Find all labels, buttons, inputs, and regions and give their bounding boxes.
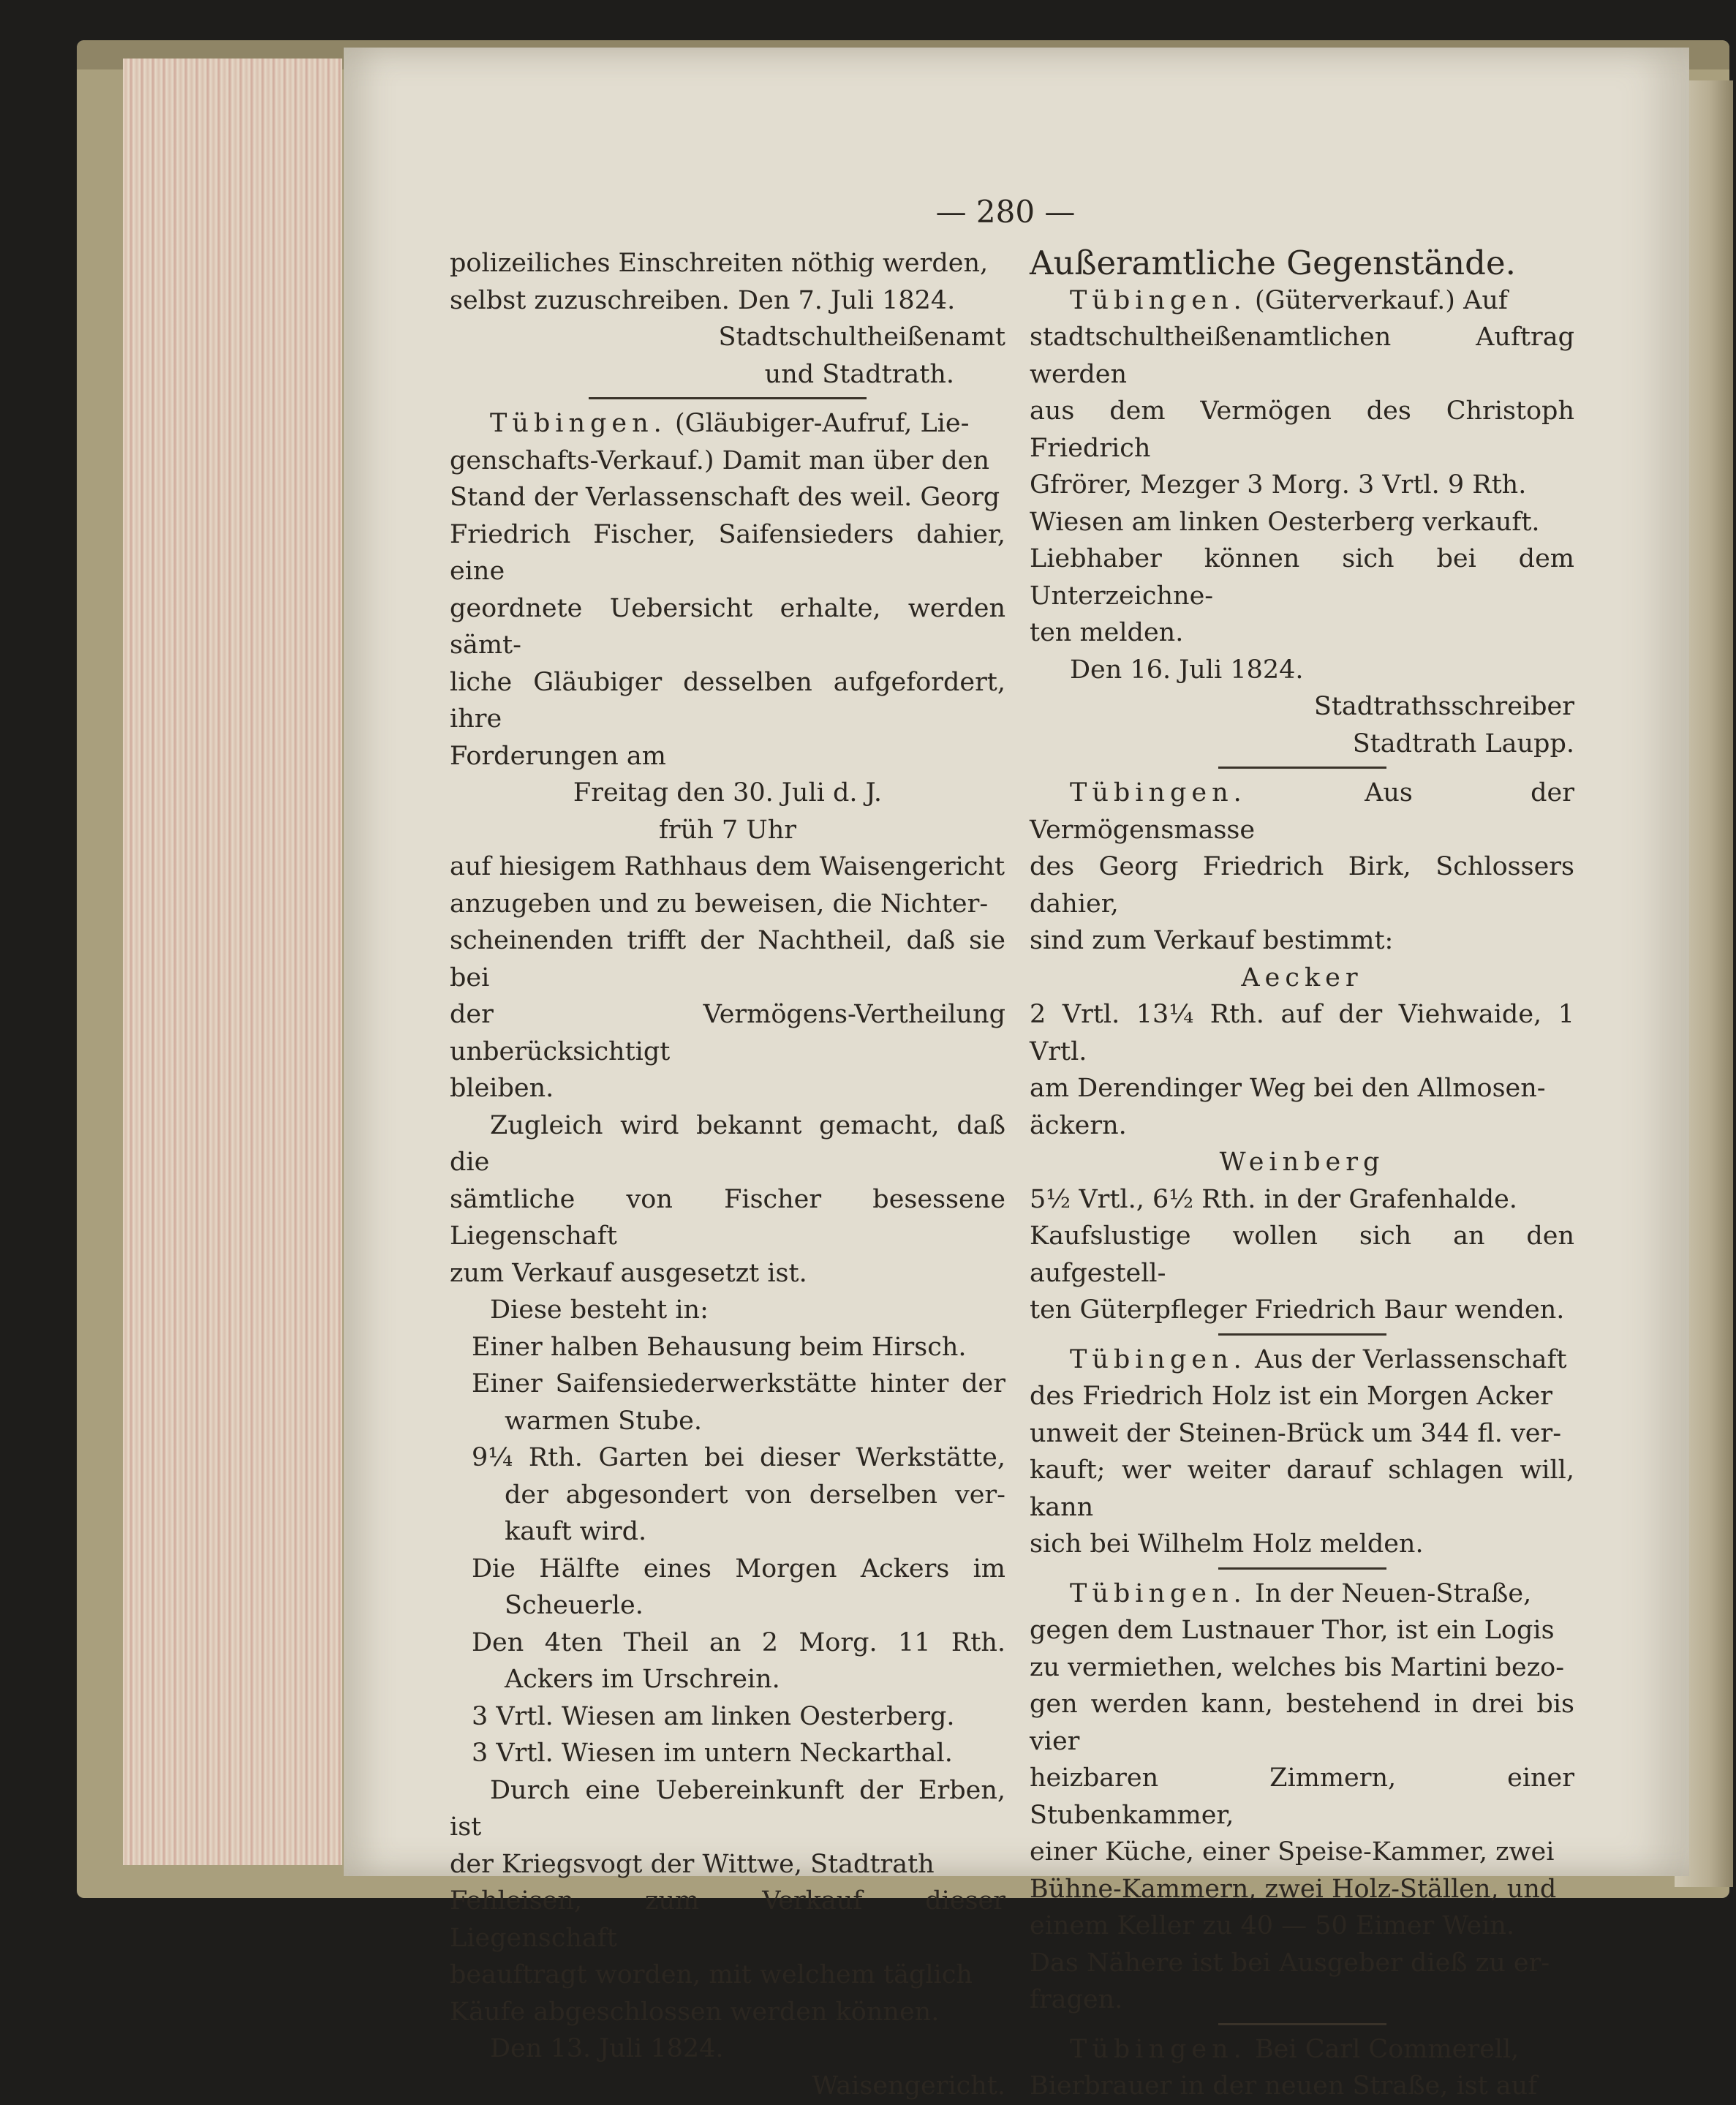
divider-rule — [1218, 767, 1386, 769]
text-line: einem Keller zu 40 — 50 Eimer Wein. — [1030, 1911, 1515, 1940]
list-item: 9¼ Rth. Garten bei dieser Werkstätte, der abgesondert von derselben ver-kauft wird. — [472, 1443, 1005, 1546]
text-line: Das Nähere ist bei Ausgeber dieß zu er- — [1030, 1948, 1550, 1978]
text-line: Bierbrauer in der neuen Straße, ist auf — [1030, 2071, 1538, 2101]
list-item: Einer halben Behausung beim Hirsch. — [472, 1332, 967, 1362]
text-line: Durch eine Uebereinkunft der Erben, ist — [450, 1775, 1005, 1842]
text-line: geordnete Uebersicht erhalte, werden sämt- — [450, 593, 1005, 660]
text-line: Zugleich wird bekannt gemacht, daß die — [450, 1110, 1005, 1177]
text-line: Aus der Vermögensmasse — [1030, 778, 1574, 845]
subheading: Aecker — [1241, 963, 1363, 993]
list-item: 3 Vrtl. Wiesen am linken Oesterberg. — [472, 1701, 955, 1731]
text-line: ten Güterpfleger Friedrich Baur wenden. — [1030, 1295, 1565, 1325]
text-line: am Derendinger Weg bei den Allmosen- — [1030, 1074, 1546, 1103]
text-line: In der Neuen-Straße, — [1254, 1578, 1532, 1608]
signature-line: Stadtrathsschreiber — [1313, 692, 1574, 721]
text-line: sich bei Wilhelm Holz melden. — [1030, 1529, 1424, 1559]
notice-place: Tübingen. — [1070, 1578, 1247, 1608]
signature-line: Stadtrath Laupp. — [1352, 728, 1574, 758]
text-line: Gfrörer, Mezger 3 Morg. 3 Vrtl. 9 Rth. — [1030, 470, 1527, 500]
text-line: fragen. — [1030, 1985, 1123, 2014]
text-line: liche Gläubiger desselben aufgefordert, ihre — [450, 667, 1005, 734]
text-line: anzugeben und zu beweisen, die Nichter- — [450, 889, 989, 919]
subheading: Weinberg — [1219, 1148, 1385, 1177]
text-line: kauft; wer weiter darauf schlagen will, kann — [1030, 1456, 1574, 1522]
divider-rule — [1218, 2023, 1386, 2025]
text-line: Käufe abgeschlossen werden können. — [450, 1997, 940, 2027]
signature-line: und Stadtrath. — [764, 359, 954, 389]
divider-rule — [1218, 1333, 1386, 1336]
list-item: Einer Saifensiederwerkstätte hinter der warmen Stube. — [472, 1369, 1005, 1436]
text-line: Friedrich Fischer, Saifensieders dahier, eine — [450, 519, 1005, 586]
text-line: einer Küche, einer Speise-Kammer, zwei — [1030, 1837, 1555, 1867]
list-item: Den 4ten Theil an 2 Morg. 11 Rth. Ackers im Urschrein. — [472, 1627, 1005, 1694]
divider-rule — [589, 397, 867, 399]
text-line: des Friedrich Holz ist ein Morgen Acker — [1030, 1382, 1552, 1411]
text-line: (Güterverkauf.) Auf — [1254, 285, 1508, 315]
text-line: (Gläubiger-Aufruf, Lie- — [674, 409, 970, 438]
divider-rule — [1218, 1567, 1386, 1570]
text-line: des Georg Friedrich Birk, Schlossers dahier, — [1030, 852, 1574, 919]
right-column — [1030, 245, 1574, 2105]
signature-line: Waisengericht. — [812, 2071, 1005, 2101]
text-line: Forderungen am — [450, 741, 666, 771]
page-number: — 280 — — [935, 194, 1076, 230]
text-line: Aus der Verlassenschaft — [1254, 1344, 1567, 1374]
notice-place: Tübingen. — [1070, 778, 1247, 807]
text-line: unweit der Steinen-Brück um 344 fl. ver- — [1030, 1418, 1562, 1448]
text-line: 2 Vrtl. 13¼ Rth. auf der Viehwaide, 1 Vrtl. — [1030, 1000, 1574, 1066]
text-line: zu vermiethen, welches bis Martini bezo- — [1030, 1652, 1565, 1682]
text-line: Kaufslustige wollen sich an den aufgestell- — [1030, 1221, 1574, 1288]
text-line: scheinenden trifft der Nachtheil, daß sie bei — [450, 926, 1005, 993]
text-line: stadtschultheißenamtlichen Auftrag werden — [1030, 323, 1574, 389]
notice-place: Tübingen. — [1070, 285, 1247, 315]
text-line: Stand der Verlassenschaft des weil. Georg — [450, 483, 1000, 512]
text-line: beauftragt worden, mit welchem täglich — [450, 1960, 973, 1989]
text-line: Bei Carl Commerell, — [1254, 2034, 1520, 2064]
time-line: früh 7 Uhr — [658, 815, 797, 845]
date-line: Den 13. Juli 1824. — [490, 2034, 724, 2063]
text-line: gegen dem Lustnauer Thor, ist ein Logis — [1030, 1616, 1555, 1645]
notice-place: Tübingen. — [1070, 2034, 1247, 2064]
text-line: sämtliche von Fischer besessene Liegenschaft — [450, 1184, 1005, 1251]
text-line: sind zum Verkauf bestimmt: — [1030, 926, 1394, 955]
text-line: Diese besteht in: — [490, 1295, 709, 1325]
text-line: Wiesen am linken Oesterberg verkauft. — [1030, 507, 1540, 537]
text-line: bleiben. — [450, 1074, 554, 1103]
date-line: Freitag den 30. Juli d. J. — [573, 778, 883, 807]
text-line: aus dem Vermögen des Christoph Friedrich — [1030, 396, 1574, 463]
text-line: selbst zuzuschreiben. Den 7. Juli 1824. — [450, 285, 956, 315]
text-line: der Vermögens-Vertheilung unberücksichtigt — [450, 1000, 1005, 1066]
text-line: äckern. — [1030, 1110, 1127, 1140]
list-item: 3 Vrtl. Wiesen im untern Neckarthal. — [472, 1739, 953, 1768]
signature-line: Stadtschultheißenamt — [718, 323, 1005, 352]
notice-place: Tübingen. — [490, 409, 667, 438]
left-column — [450, 245, 1005, 2104]
text-line: der Kriegsvogt der Wittwe, Stadtrath — [450, 1849, 935, 1879]
date-line: Den 16. Juli 1824. — [1070, 655, 1304, 685]
notice-place: Tübingen. — [1070, 1344, 1247, 1374]
text-line: zum Verkauf ausgesetzt ist. — [450, 1258, 807, 1288]
text-line: polizeiliches Einschreiten nöthig werden, — [450, 249, 989, 278]
text-line: ten melden. — [1030, 618, 1184, 647]
text-line: gen werden kann, bestehend in drei bis vier — [1030, 1690, 1574, 1756]
section-heading: Außeramtliche Gegenstände. — [1030, 244, 1516, 282]
text-line: genschafts-Verkauf.) Damit man über den — [450, 445, 990, 475]
text-line: Fehleisen, zum Verkauf dieser Liegenschaft — [450, 1886, 1005, 1953]
page-edges — [123, 59, 342, 1865]
text-line: Liebhaber können sich bei dem Unterzeichne- — [1030, 544, 1574, 611]
text-line: 5½ Vrtl., 6½ Rth. in der Grafenhalde. — [1030, 1184, 1517, 1214]
text-line: auf hiesigem Rathhaus dem Waisengericht — [450, 852, 1005, 881]
list-item: Die Hälfte eines Morgen Ackers im Scheuerle. — [472, 1554, 1005, 1620]
text-line: heizbaren Zimmern, einer Stubenkammer, — [1030, 1763, 1574, 1830]
text-line: Bühne-Kammern, zwei Holz-Ställen, und — [1030, 1874, 1557, 1904]
